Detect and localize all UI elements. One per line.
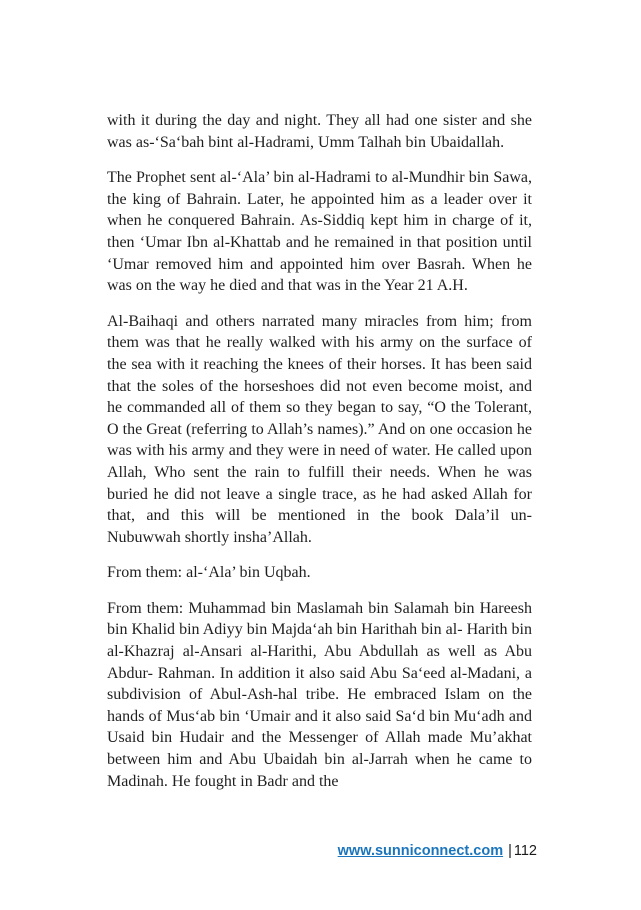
page-number: 112 [513, 843, 537, 859]
paragraph-1: with it during the day and night. They all had one sister and she was as-‘Sa‘bah bint al-Hadrami, Umm Talhah bin Ubaidallah. [107, 112, 532, 151]
paragraph-5: From them: Muhammad bin Maslamah bin Salamah bin Hareesh bin Khalid bin Adiyy bin Majda‘ah bin Harithah bin al- Harith bin al-Khazraj al-Ansari al-Harithi, Abu Abdullah as well as Abu Abdur- Rahman. In addition it also said Abu Sa‘eed al-Madani, a subdivision of Abul-Ash-hal tribe. He embraced Islam on the hands of Mus‘ab bin ‘Umair and it also said Sa‘d bin Mu‘adh and Usaid bin Hudair and the Messenger of Allah made Mu’akhat between him and Abu Ubaidah bin al-Jarrah when he came to Madinah. He fought in Badr and the [107, 599, 532, 790]
paragraph-3: Al-Baihaqi and others narrated many miracles from him; from them was that he really walked with his army on the surface of the sea with it reaching the knees of their horses. It has been said that the soles of the horseshoes did not even become moist, and he commanded all of them so they began to say, “O the Tolerant, O the Great (referring to Allah’s names).” And on one occasion he was with his army and they were in need of water. He called upon Allah, Who sent the rain to fulfill their needs. When he was buried he did not leave a single trace, as he had asked Allah for that, and this will be mentioned in the book Dala’il un-Nubuwwah shortly insha’Allah. [107, 312, 532, 546]
paragraph-2: The Prophet sent al-‘Ala’ bin al-Hadrami to al-Mundhir bin Sawa, the king of Bahrain. Later, he appointed him as a leader over it when he conquered Bahrain. As-Siddiq kept him in charge of it, then ‘Umar Ibn al-Khattab and he remained in that position until ‘Umar removed him and appointed him over Basrah. When he was on the way he died and that was in the Year 21 A.H. [107, 169, 532, 295]
footer-separator: | [508, 843, 512, 859]
footer-website-link[interactable]: www.sunniconnect.com [337, 843, 504, 859]
page-footer [107, 843, 537, 859]
page-body [107, 110, 532, 792]
paragraph-4: From them: al-‘Ala’ bin Uqbah. [107, 564, 311, 582]
